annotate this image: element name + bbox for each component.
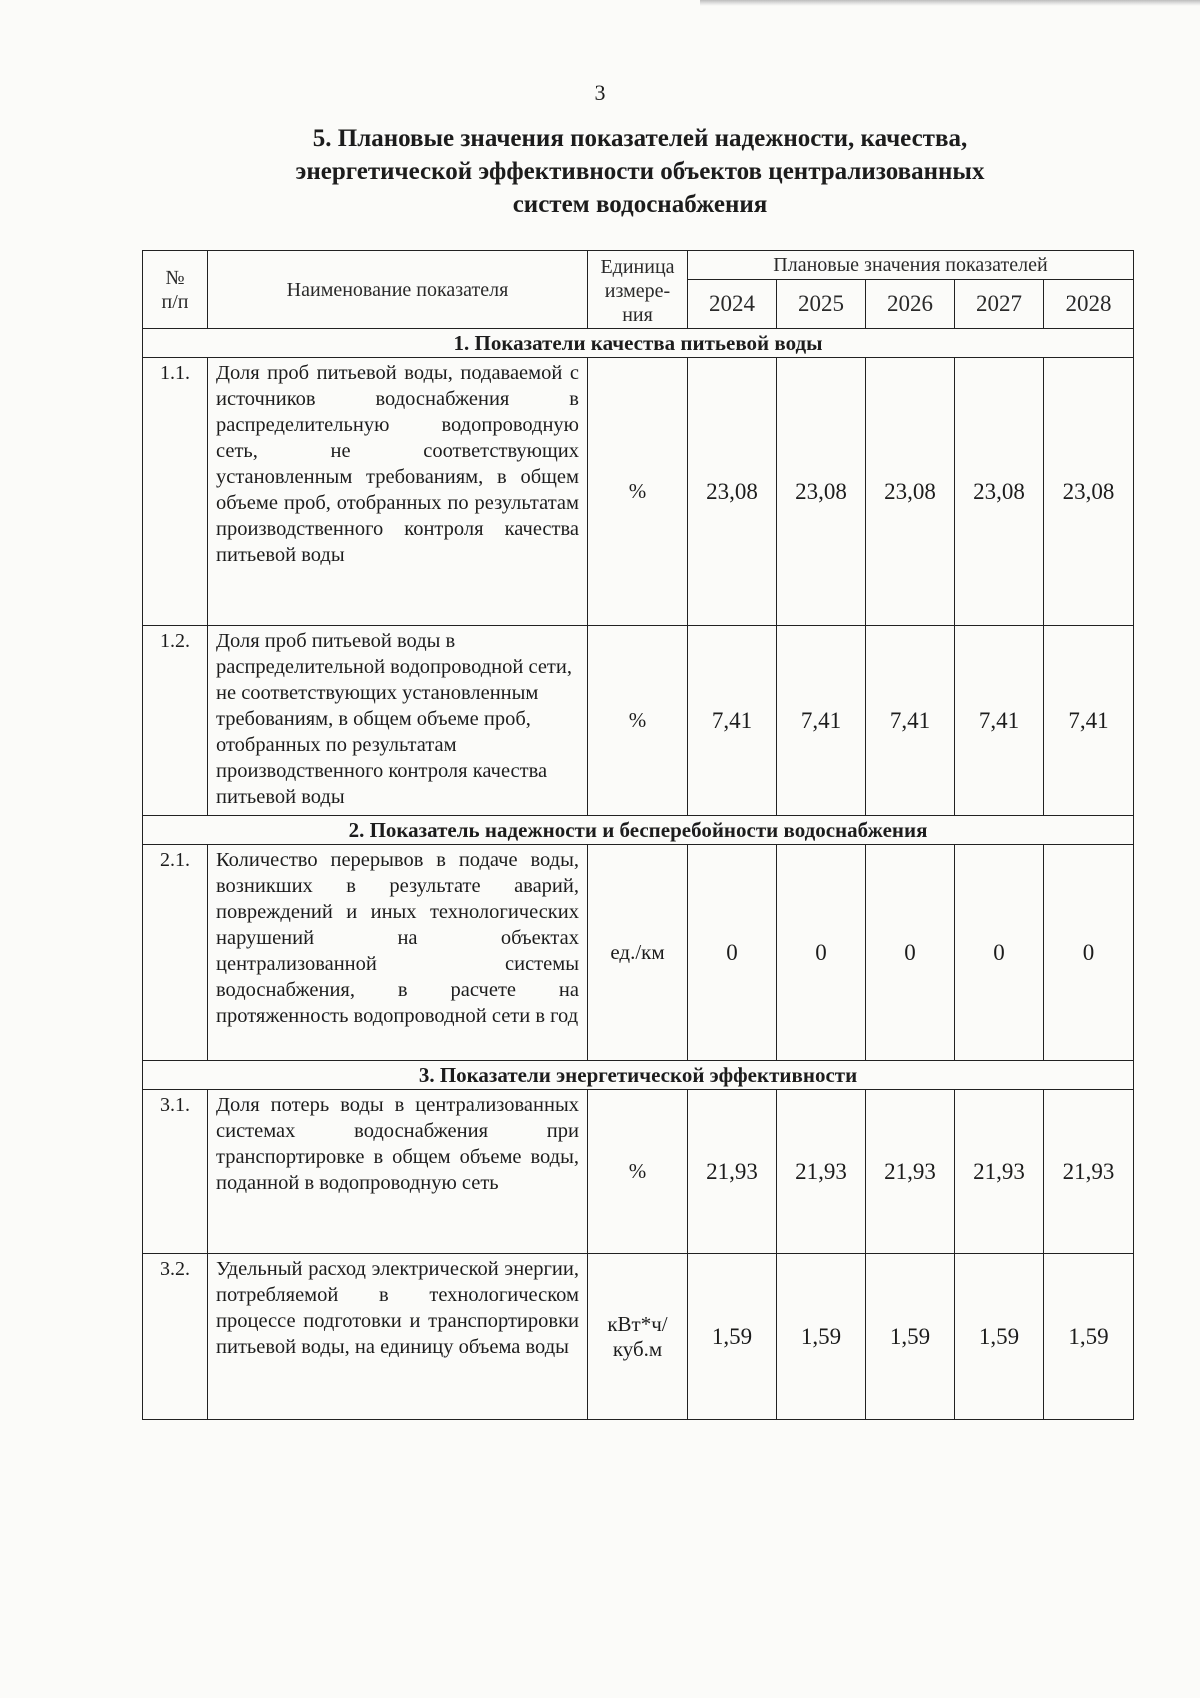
- title-line-3: систем водоснабжения: [512, 191, 768, 218]
- unit-header: [588, 251, 688, 329]
- value-2027: 7,41: [955, 626, 1044, 816]
- number-header-line-1: №: [165, 266, 185, 289]
- value-2028: 7,41: [1044, 626, 1134, 816]
- unit-line-2: куб.м: [612, 1336, 663, 1361]
- value-2027: 23,08: [955, 358, 1044, 626]
- value-2024: 7,41: [688, 626, 777, 816]
- row-number: 3.2.: [143, 1254, 208, 1420]
- table-row: [143, 1090, 1134, 1254]
- number-header: [143, 251, 208, 329]
- indicator-name: Доля потерь воды в централизованных системах водоснабжения при транспортировке в общем объеме воды, поданной в водопроводную сеть: [208, 1090, 588, 1254]
- value-2024: 23,08: [688, 358, 777, 626]
- value-2028: 21,93: [1044, 1090, 1134, 1254]
- unit-cell: %: [588, 626, 688, 816]
- year-header-2025: 2025: [777, 280, 866, 329]
- indicator-name: Количество перерывов в подаче воды, возникших в результате аварий, повреждений и иных технологических нарушений на объектах централизованной системы водоснабжения, в расчете на протяженность водопроводной сети в год: [208, 845, 588, 1061]
- scan-edge: [700, 0, 1200, 6]
- unit-cell: [588, 1254, 688, 1420]
- value-2026: 21,93: [866, 1090, 955, 1254]
- indicators-table: [142, 250, 1134, 1420]
- table-row: [143, 358, 1134, 626]
- row-number: 1.1.: [143, 358, 208, 626]
- section-title-cell: 1. Показатели качества питьевой воды: [143, 329, 1134, 358]
- name-header: Наименование показателя: [208, 251, 588, 329]
- indicator-name: Доля проб питьевой воды, подаваемой с источников водоснабжения в распределительную водопроводную сеть, не соответствующих установленным требованиям, в общем объеме проб, отобранных по результатам производственного контроля качества питьевой воды: [208, 358, 588, 626]
- row-number: 1.2.: [143, 626, 208, 816]
- unit-header-line-1: Единица: [600, 255, 675, 278]
- value-2025: 7,41: [777, 626, 866, 816]
- section-title: [200, 122, 1080, 221]
- number-header-line-2: п/п: [161, 290, 189, 313]
- section-title-cell: 3. Показатели энергетической эффективности: [143, 1061, 1134, 1090]
- value-2028: 0: [1044, 845, 1134, 1061]
- value-2028: 1,59: [1044, 1254, 1134, 1420]
- header-row-1: [143, 251, 1134, 280]
- unit-line-1: кВт*ч/: [607, 1311, 668, 1336]
- page-number: 3: [594, 80, 606, 105]
- value-2027: 1,59: [955, 1254, 1044, 1420]
- value-2027: 0: [955, 845, 1044, 1061]
- section-row: [143, 1061, 1134, 1090]
- year-header-2027: 2027: [955, 280, 1044, 329]
- unit-cell: ед./км: [588, 845, 688, 1061]
- unit-cell: %: [588, 1090, 688, 1254]
- table-row: [143, 1254, 1134, 1420]
- value-2027: 21,93: [955, 1090, 1044, 1254]
- value-2026: 0: [866, 845, 955, 1061]
- value-2024: 1,59: [688, 1254, 777, 1420]
- title-line-1: 5. Плановые значения показателей надежности, качества,: [312, 125, 968, 152]
- value-2026: 23,08: [866, 358, 955, 626]
- row-number: 3.1.: [143, 1090, 208, 1254]
- indicator-name: Доля проб питьевой воды в распределительной водопроводной сети, не соответствующих установленным требованиям, в общем объеме проб, отобранных по результатам производственного контроля качества питьевой воды: [208, 626, 588, 816]
- value-2025: 0: [777, 845, 866, 1061]
- year-header-2024: 2024: [688, 280, 777, 329]
- section-title-cell: 2. Показатель надежности и бесперебойности водоснабжения: [143, 816, 1134, 845]
- title-line-2: энергетической эффективности объектов централизованных: [295, 158, 985, 185]
- value-2024: 21,93: [688, 1090, 777, 1254]
- unit-header-line-2: измере-: [604, 279, 671, 302]
- value-2026: 1,59: [866, 1254, 955, 1420]
- section-row: [143, 816, 1134, 845]
- indicator-name: Удельный расход электрической энергии, потребляемой в технологическом процессе подготовки и транспортировки питьевой воды, на единицу объема воды: [208, 1254, 588, 1420]
- section-row: [143, 329, 1134, 358]
- unit-cell: %: [588, 358, 688, 626]
- unit-header-line-3: ния: [622, 303, 653, 326]
- value-2028: 23,08: [1044, 358, 1134, 626]
- planned-values-header: Плановые значения показателей: [688, 251, 1134, 280]
- table-row: [143, 845, 1134, 1061]
- value-2025: 1,59: [777, 1254, 866, 1420]
- year-header-2026: 2026: [866, 280, 955, 329]
- row-number: 2.1.: [143, 845, 208, 1061]
- value-2025: 23,08: [777, 358, 866, 626]
- table-row: [143, 626, 1134, 816]
- value-2025: 21,93: [777, 1090, 866, 1254]
- value-2024: 0: [688, 845, 777, 1061]
- value-2026: 7,41: [866, 626, 955, 816]
- year-header-2028: 2028: [1044, 280, 1134, 329]
